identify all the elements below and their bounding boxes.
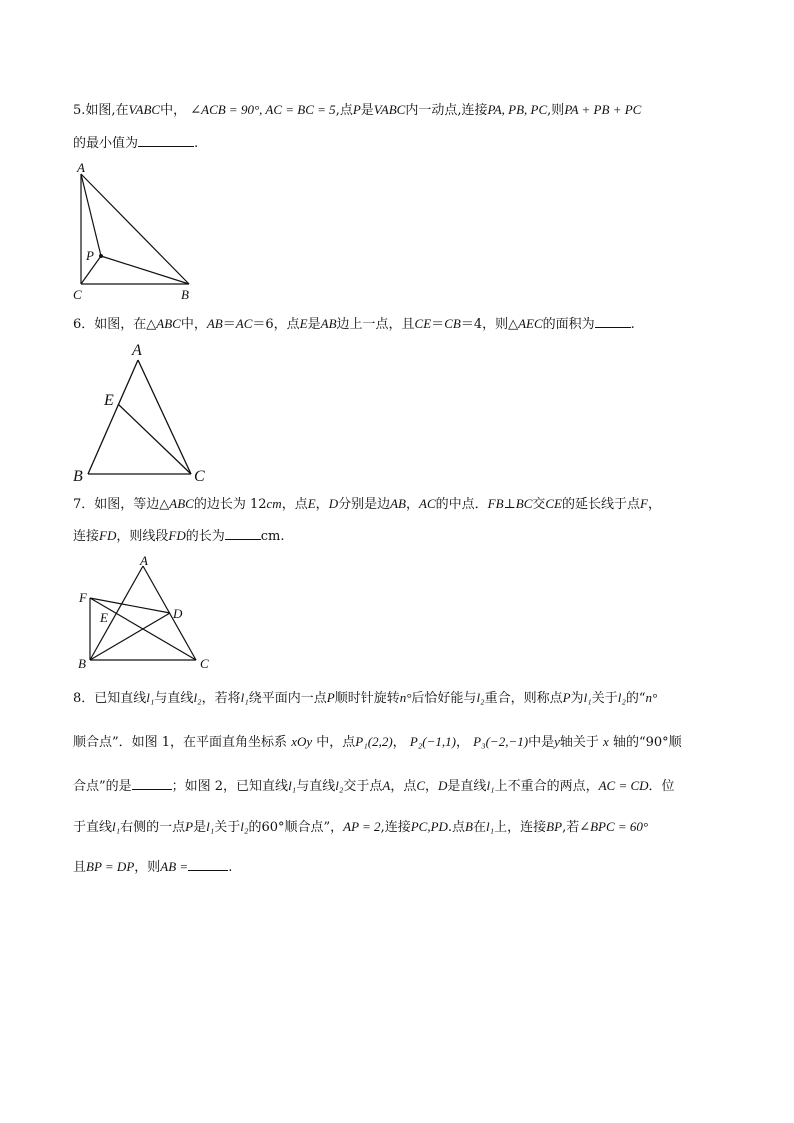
q8-point-p3: P₃(−2,−1) (473, 734, 529, 749)
answer-blank-q8-1[interactable] (132, 776, 172, 790)
q8-line-l1: l₁ (583, 690, 592, 705)
q5-label-a: A (77, 160, 85, 175)
q7-text: ，则线段 (116, 529, 169, 544)
q7-var: FB⊥BC (487, 496, 533, 511)
q8-text: 且 (73, 860, 87, 875)
q8-text: 合点”的是 (73, 779, 132, 794)
q8-var: B (465, 819, 473, 834)
q8-text: 轴关于 (559, 735, 599, 750)
q7-var: D (328, 496, 339, 511)
q8-text: .点 (447, 820, 466, 835)
q8-text: ,连接 (380, 820, 411, 835)
q8-line-l2: l₂ (476, 690, 485, 705)
q6-label-b: B (73, 468, 83, 485)
q7-triangle-name: △ABC (159, 496, 194, 511)
q7-label-e: E (100, 610, 108, 625)
q8-line-l2: l₂ (240, 819, 249, 834)
q5-segment-ab (81, 174, 189, 284)
q8-text: 是直线 (447, 779, 487, 794)
q8-line-l1: l₁ (112, 819, 121, 834)
q8-text: 是 (193, 820, 207, 835)
q8-var: AB = (160, 859, 189, 874)
answer-blank-q5[interactable] (138, 133, 194, 147)
q7-var: AB (390, 496, 406, 511)
q5-text: 中， (160, 103, 187, 118)
q6-label-a: A (132, 342, 142, 359)
q6-text: ＝ (431, 317, 445, 332)
q8-condition: BP = DP (86, 859, 135, 874)
q8-text: 右侧的一点 (120, 820, 186, 835)
q6-var: CB (444, 316, 461, 331)
q8-text: 绕平面内一点 (248, 691, 327, 706)
answer-blank-q8-2[interactable] (188, 857, 228, 871)
q8-text: 上不重合的两点， (494, 779, 599, 794)
q8-text: 轴的“90°顺 (612, 735, 682, 750)
q8-line-3 (73, 776, 675, 796)
q7-label-f: F (79, 590, 87, 605)
q7-text: 分别是边 (338, 497, 391, 512)
q8-text: 顺合点”．如图 1，在平面直角坐标系 (73, 735, 288, 750)
q8-line-4 (73, 818, 648, 837)
q5-line-2 (73, 133, 198, 153)
q7-figure (70, 552, 220, 676)
q5-segment-pa (81, 174, 101, 256)
q5-triangle-name: VABC (373, 102, 406, 117)
q8-var: n° (399, 690, 412, 705)
q7-text: cm. (260, 529, 285, 544)
q5-text: ,则 (547, 103, 565, 118)
q8-line-l1: l₁ (486, 778, 495, 793)
q5-line-1 (73, 101, 641, 120)
q8-var: xOy (291, 734, 313, 749)
q7-var: FD (168, 528, 186, 543)
q7-text: ，点 (281, 497, 308, 512)
q8-var: x (603, 734, 609, 749)
q6-text: 中， (180, 317, 207, 332)
answer-blank-q6[interactable] (595, 314, 631, 328)
q8-text: 顺时针旋转 (334, 691, 400, 706)
q8-text: ， (392, 735, 406, 750)
q6-figure (70, 338, 220, 488)
q7-var: AC (419, 496, 436, 511)
q5-label-c: C (73, 287, 82, 302)
q8-condition: AC = CD (598, 778, 649, 793)
q6-segment-ab (88, 360, 138, 474)
q8-line-l1: l₁ (240, 690, 249, 705)
q8-text: 的“ (625, 691, 646, 706)
q5-expression: PA + PB + PC (564, 102, 642, 117)
q8-text: ，若将 (201, 691, 241, 706)
q8-line-l1: l₁ (206, 819, 215, 834)
q6-var: AB (206, 316, 223, 331)
q5-segments: PA, PB, PC (487, 102, 548, 117)
q5-label-b: B (181, 287, 189, 302)
q8-text: ，则 (134, 860, 161, 875)
q6-text: ＝6，点 (252, 317, 300, 332)
q6-text: ＝4，则 (460, 317, 509, 332)
q8-text: 在 (473, 820, 487, 835)
q7-text: 的边长为 12 (193, 497, 267, 512)
q7-var: F (640, 496, 648, 511)
q7-var: CE (545, 496, 563, 511)
q8-line-l1: l₁ (486, 819, 495, 834)
q7-text: 的延长线于点 (562, 497, 641, 512)
q5-figure (70, 160, 200, 305)
q7-label-d: D (173, 606, 183, 621)
q8-var: y (554, 734, 560, 749)
q6-segment-ac (138, 360, 191, 474)
q8-text: ， (455, 735, 469, 750)
q8-var: n° (645, 690, 658, 705)
q5-triangle-name: VABC (128, 102, 161, 117)
q8-point-p2: P₂(−1,1) (409, 734, 456, 749)
q8-text: 交于点 (343, 779, 383, 794)
q5-text: 是 (360, 103, 374, 118)
q6-text: 是 (307, 317, 321, 332)
q5-condition: ∠ACB = 90°, AC = BC = 5 (190, 102, 336, 117)
q6-label-c: C (194, 468, 205, 485)
q6-label-e: E (104, 392, 114, 409)
q7-text: 7．如图，等边 (73, 497, 160, 512)
q8-text: ，点 (390, 779, 417, 794)
q8-text: 与直线 (154, 691, 194, 706)
q8-var: C (416, 778, 426, 793)
q8-var: BP (546, 819, 563, 834)
q6-var: AC (235, 316, 253, 331)
q8-text: 中，点 (316, 735, 356, 750)
q5-text: . (194, 136, 199, 151)
q8-text: 8．已知直线 (73, 691, 147, 706)
q8-var: P (326, 690, 335, 705)
q7-text: ， (315, 497, 329, 512)
q7-var: E (307, 496, 316, 511)
q8-line-l2: l₂ (193, 690, 202, 705)
q5-text: 内一动点,连接 (405, 103, 488, 118)
q7-line-1 (73, 495, 661, 514)
q5-label-p: P (86, 248, 94, 263)
q6-text: . (630, 317, 635, 332)
answer-blank-q7[interactable] (225, 526, 261, 540)
q7-label-b: B (78, 656, 86, 671)
q6-segment-ec (118, 404, 191, 474)
q8-var: P (562, 690, 571, 705)
q8-text: 与直线 (296, 779, 336, 794)
q8-text: 关于 (214, 820, 241, 835)
q8-line-5 (73, 857, 232, 877)
q6-text: 边上一点，且 (336, 317, 415, 332)
q8-text: ， (425, 779, 439, 794)
q6-text: 的面积为 (542, 317, 595, 332)
q6-text: ＝ (222, 317, 236, 332)
q8-line-2 (73, 733, 682, 752)
q7-text: ， (647, 497, 661, 512)
q8-line-l1: l₁ (288, 778, 297, 793)
q8-point-p1: P₁(2,2) (355, 734, 393, 749)
q6-triangle-name: △ABC (146, 316, 181, 331)
q7-line-2 (73, 526, 284, 546)
q8-text: ,若 (562, 820, 580, 835)
q8-text: 上，连接 (494, 820, 547, 835)
q7-text: 连接 (73, 529, 100, 544)
q7-label-a: A (140, 553, 148, 568)
q8-text: . (228, 860, 233, 875)
q6-triangle-name: △AEC (508, 316, 543, 331)
q8-text: 重合，则称点 (484, 691, 563, 706)
q8-var: D (438, 778, 448, 793)
q8-var: P (185, 819, 194, 834)
q5-point-p-dot (99, 254, 103, 258)
q8-var: PC,PD (410, 819, 448, 834)
q8-text: 中是 (528, 735, 555, 750)
q5-text: 的最小值为 (73, 136, 139, 151)
q8-text: 于直线 (73, 820, 113, 835)
q8-text: 后恰好能与 (411, 691, 477, 706)
q8-line-l2: l₂ (335, 778, 344, 793)
q7-text: ， (405, 497, 419, 512)
q8-var: A (382, 778, 391, 793)
q7-unit: cm (266, 496, 282, 511)
q7-text: 的中点． (435, 497, 488, 512)
q6-line-1 (73, 314, 635, 334)
q6-var: CE (414, 316, 432, 331)
q8-line-l2: l₂ (617, 690, 626, 705)
q5-text: 5.如图,在 (73, 103, 129, 118)
q7-text: 的长为 (185, 529, 225, 544)
q6-text: 6．如图，在 (73, 317, 147, 332)
q8-text: 关于 (591, 691, 618, 706)
q8-text: 的60°顺合点”， (248, 820, 344, 835)
q5-point-p: P (352, 102, 361, 117)
q8-text: 为 (570, 691, 584, 706)
q8-text: ．位 (648, 779, 675, 794)
q6-var: E (299, 316, 308, 331)
q5-text: ,点 (335, 103, 353, 118)
q8-line-1 (73, 689, 657, 708)
q7-text: 交 (532, 497, 546, 512)
q8-condition: AP = 2 (343, 819, 381, 834)
q7-var: FD (99, 528, 117, 543)
q8-text: ；如图 2，已知直线 (171, 779, 289, 794)
q8-condition: ∠BPC = 60° (579, 819, 649, 834)
q7-label-c: C (200, 656, 209, 671)
q8-line-l1: l₁ (146, 690, 155, 705)
q6-var: AB (320, 316, 337, 331)
